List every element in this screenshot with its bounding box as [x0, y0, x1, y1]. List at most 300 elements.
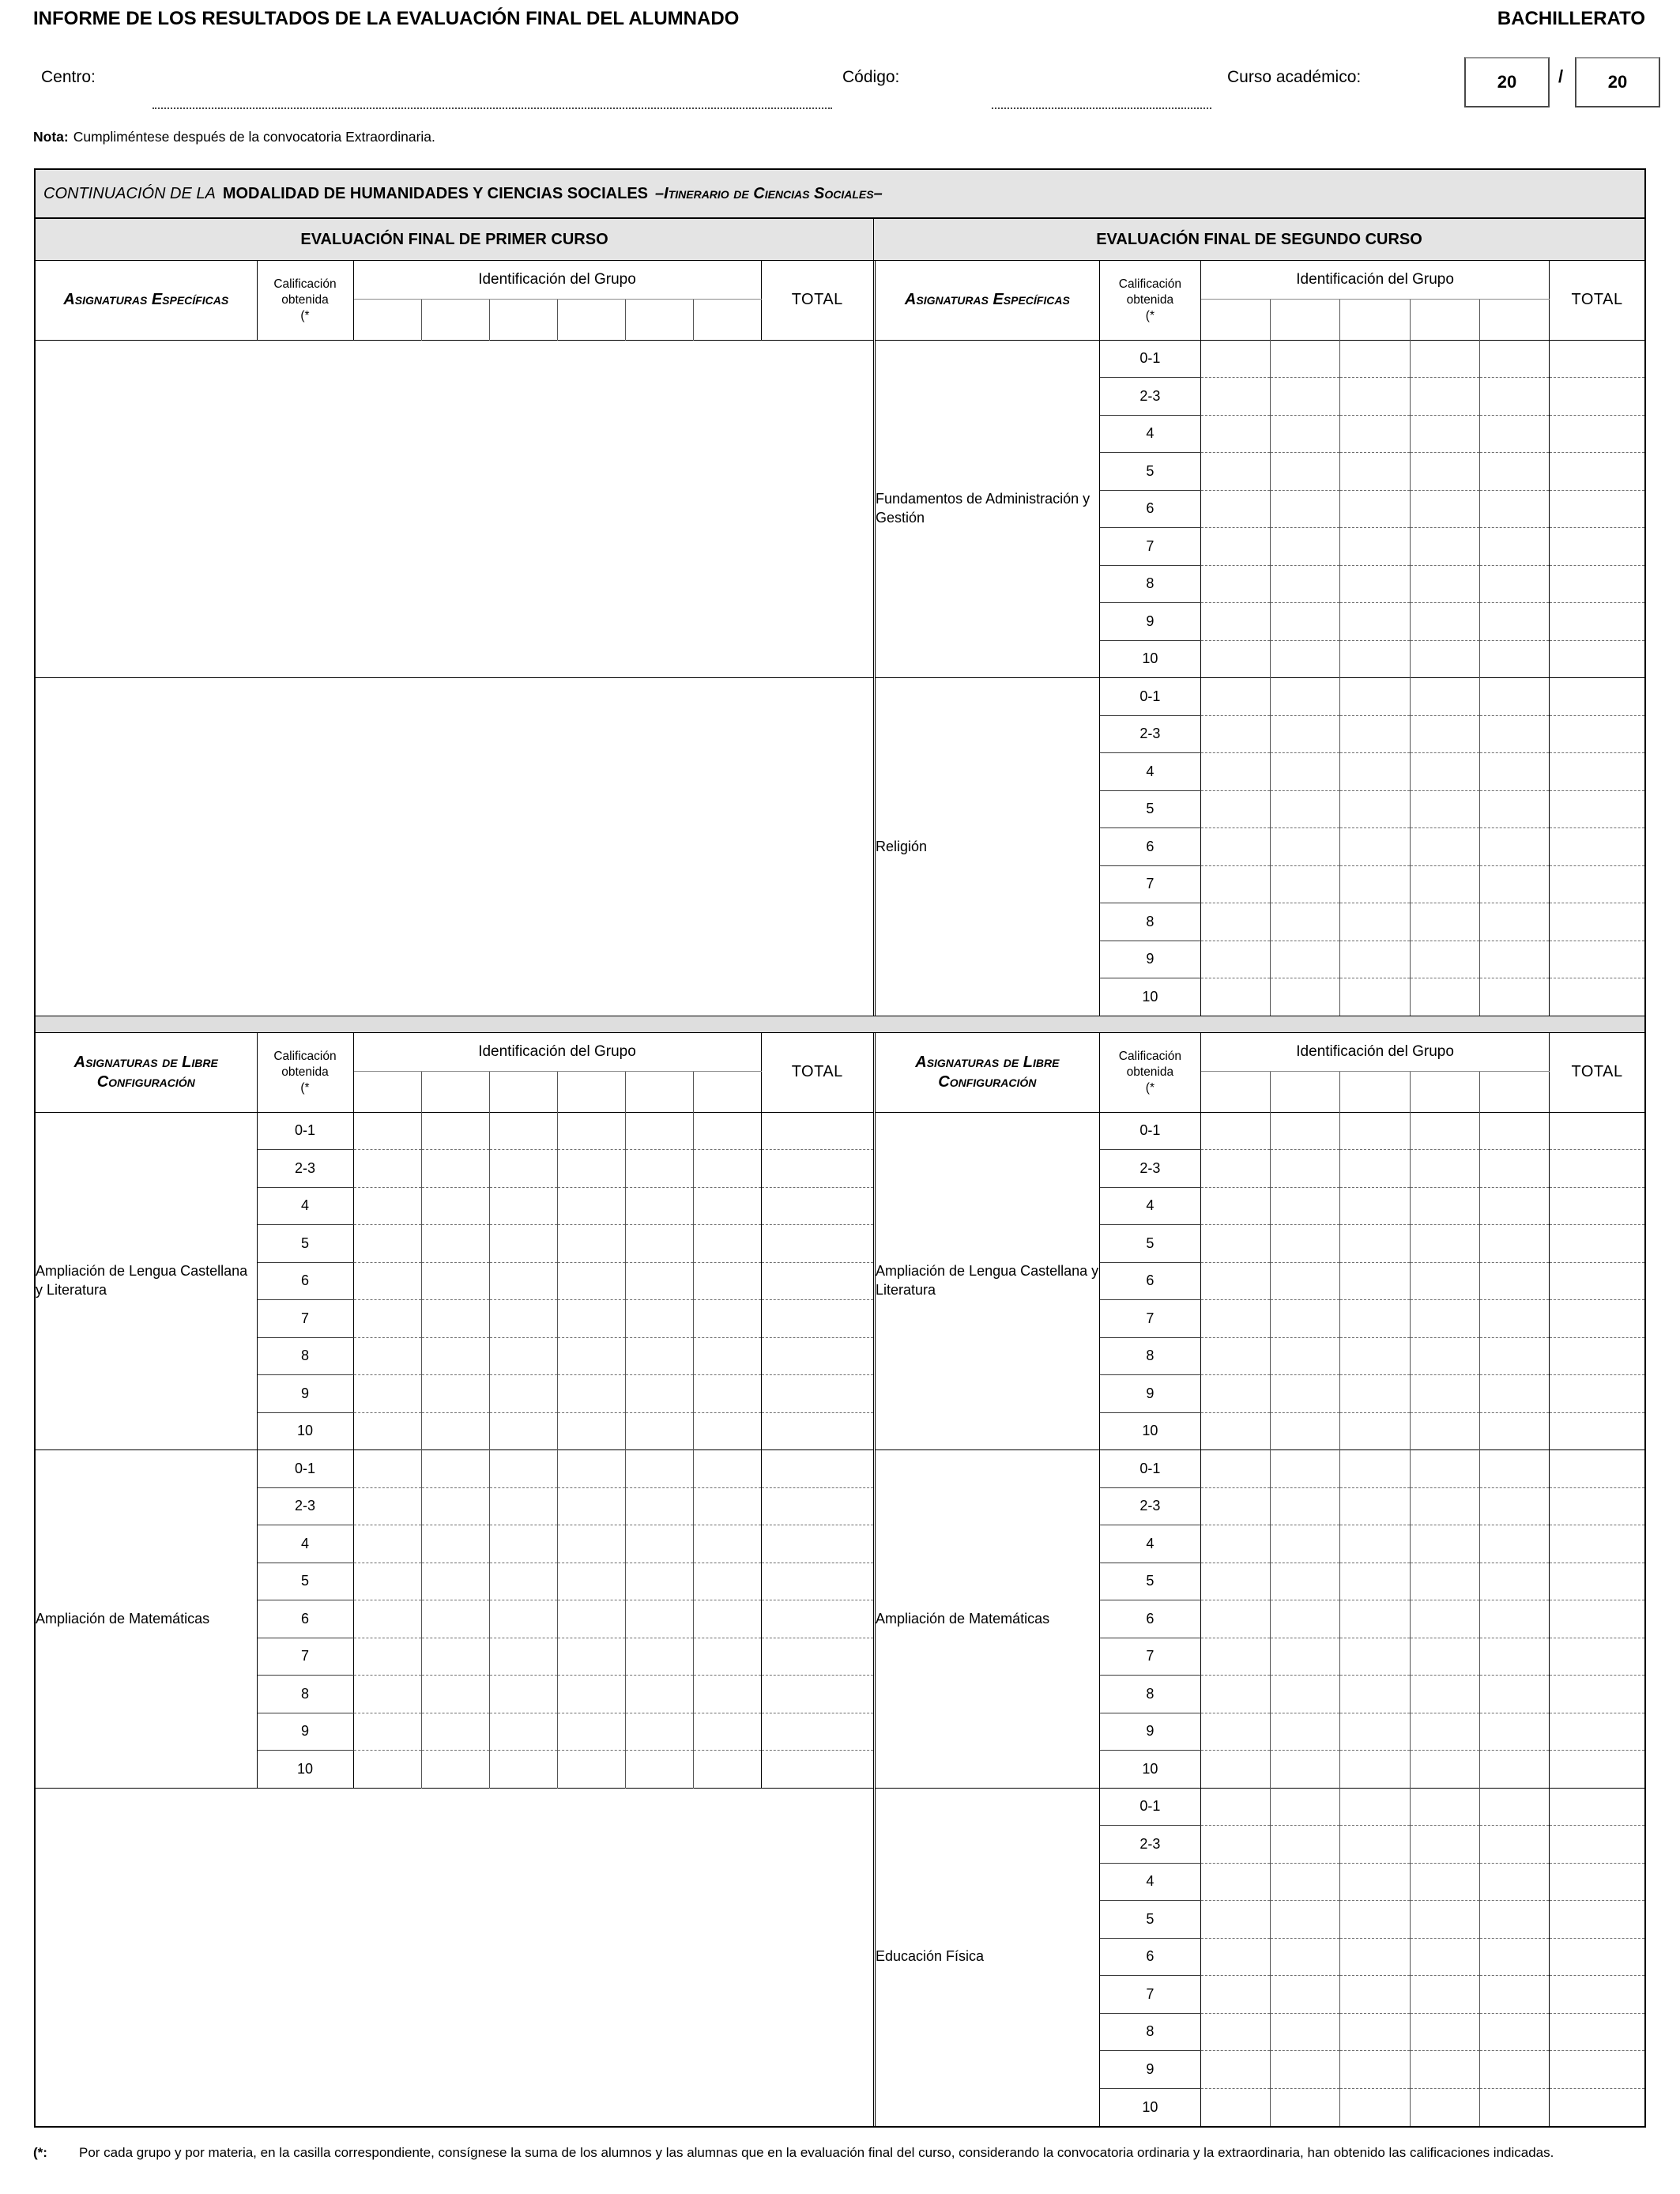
- group-count-cell[interactable]: [489, 1187, 557, 1225]
- total-cell[interactable]: [1550, 490, 1644, 528]
- group-count-cell[interactable]: [1201, 1788, 1271, 1826]
- group-count-cell[interactable]: [1410, 678, 1479, 716]
- group-count-cell[interactable]: [1410, 1337, 1479, 1375]
- group-count-cell[interactable]: [353, 1225, 421, 1263]
- group-count-cell[interactable]: [1340, 715, 1410, 753]
- year-end-box[interactable]: 20: [1575, 57, 1660, 107]
- group-count-cell[interactable]: [1201, 1901, 1271, 1939]
- group-count-cell[interactable]: [489, 1150, 557, 1188]
- group-count-cell[interactable]: [421, 1450, 489, 1488]
- group-count-cell[interactable]: [1201, 1375, 1271, 1413]
- group-count-cell[interactable]: [1479, 378, 1549, 416]
- total-cell[interactable]: [1550, 865, 1644, 903]
- group-count-cell[interactable]: [353, 1187, 421, 1225]
- group-count-cell[interactable]: [489, 1713, 557, 1751]
- group-count-cell[interactable]: [1479, 1751, 1549, 1789]
- group-subcolumn[interactable]: [1271, 1071, 1340, 1112]
- group-count-cell[interactable]: [1271, 1187, 1340, 1225]
- group-count-cell[interactable]: [1340, 1788, 1410, 1826]
- total-cell[interactable]: [1550, 565, 1644, 603]
- total-cell[interactable]: [1550, 1826, 1644, 1864]
- group-count-cell[interactable]: [353, 1300, 421, 1338]
- group-count-cell[interactable]: [1271, 1600, 1340, 1638]
- group-count-cell[interactable]: [1410, 1676, 1479, 1713]
- group-count-cell[interactable]: [1271, 340, 1340, 378]
- group-count-cell[interactable]: [1410, 565, 1479, 603]
- group-count-cell[interactable]: [1340, 1525, 1410, 1563]
- group-count-cell[interactable]: [1479, 565, 1549, 603]
- total-cell[interactable]: [761, 1112, 873, 1150]
- group-count-cell[interactable]: [1201, 1713, 1271, 1751]
- group-count-cell[interactable]: [625, 1262, 693, 1300]
- empty-subject-area[interactable]: [36, 340, 873, 678]
- group-count-cell[interactable]: [1271, 1563, 1340, 1600]
- group-count-cell[interactable]: [693, 1337, 761, 1375]
- group-count-cell[interactable]: [421, 1563, 489, 1600]
- group-count-cell[interactable]: [557, 1300, 625, 1338]
- total-cell[interactable]: [1550, 640, 1644, 678]
- group-count-cell[interactable]: [1201, 453, 1271, 491]
- group-count-cell[interactable]: [421, 1262, 489, 1300]
- group-count-cell[interactable]: [421, 1112, 489, 1150]
- group-subcolumn[interactable]: [1410, 299, 1479, 340]
- group-count-cell[interactable]: [1410, 1638, 1479, 1676]
- group-count-cell[interactable]: [489, 1676, 557, 1713]
- group-count-cell[interactable]: [1271, 678, 1340, 716]
- group-count-cell[interactable]: [693, 1751, 761, 1789]
- group-subcolumn[interactable]: [421, 1071, 489, 1112]
- group-count-cell[interactable]: [1340, 1713, 1410, 1751]
- group-count-cell[interactable]: [1340, 1450, 1410, 1488]
- group-count-cell[interactable]: [1271, 715, 1340, 753]
- group-count-cell[interactable]: [353, 1450, 421, 1488]
- group-count-cell[interactable]: [1271, 640, 1340, 678]
- group-count-cell[interactable]: [421, 1525, 489, 1563]
- group-count-cell[interactable]: [1271, 1976, 1340, 2014]
- group-count-cell[interactable]: [1410, 790, 1479, 828]
- group-count-cell[interactable]: [1201, 2051, 1271, 2089]
- group-count-cell[interactable]: [693, 1262, 761, 1300]
- group-count-cell[interactable]: [1271, 1112, 1340, 1150]
- group-subcolumn[interactable]: [1201, 1071, 1271, 1112]
- group-count-cell[interactable]: [1340, 1187, 1410, 1225]
- group-count-cell[interactable]: [489, 1563, 557, 1600]
- group-count-cell[interactable]: [625, 1713, 693, 1751]
- group-count-cell[interactable]: [1271, 1450, 1340, 1488]
- group-subcolumn[interactable]: [353, 299, 421, 340]
- centro-input-line[interactable]: [153, 89, 832, 109]
- group-count-cell[interactable]: [557, 1187, 625, 1225]
- group-count-cell[interactable]: [1340, 1826, 1410, 1864]
- group-subcolumn[interactable]: [353, 1071, 421, 1112]
- group-subcolumn[interactable]: [693, 299, 761, 340]
- group-count-cell[interactable]: [1340, 790, 1410, 828]
- group-count-cell[interactable]: [1410, 1901, 1479, 1939]
- group-count-cell[interactable]: [1479, 340, 1549, 378]
- total-cell[interactable]: [1550, 1375, 1644, 1413]
- total-cell[interactable]: [1550, 1901, 1644, 1939]
- group-count-cell[interactable]: [1479, 640, 1549, 678]
- group-count-cell[interactable]: [625, 1676, 693, 1713]
- group-count-cell[interactable]: [1201, 1863, 1271, 1901]
- group-count-cell[interactable]: [1201, 1976, 1271, 2014]
- group-count-cell[interactable]: [1201, 1938, 1271, 1976]
- group-subcolumn[interactable]: [1479, 299, 1549, 340]
- group-count-cell[interactable]: [421, 1600, 489, 1638]
- group-count-cell[interactable]: [1479, 1938, 1549, 1976]
- group-count-cell[interactable]: [1340, 1938, 1410, 1976]
- total-cell[interactable]: [761, 1487, 873, 1525]
- group-count-cell[interactable]: [1271, 1525, 1340, 1563]
- group-count-cell[interactable]: [625, 1638, 693, 1676]
- group-count-cell[interactable]: [693, 1450, 761, 1488]
- group-count-cell[interactable]: [1201, 978, 1271, 1016]
- group-count-cell[interactable]: [557, 1487, 625, 1525]
- group-count-cell[interactable]: [421, 1225, 489, 1263]
- group-count-cell[interactable]: [1271, 1638, 1340, 1676]
- group-count-cell[interactable]: [1410, 1563, 1479, 1600]
- group-count-cell[interactable]: [1201, 378, 1271, 416]
- group-count-cell[interactable]: [353, 1525, 421, 1563]
- group-count-cell[interactable]: [1201, 565, 1271, 603]
- total-cell[interactable]: [1550, 340, 1644, 378]
- group-count-cell[interactable]: [489, 1412, 557, 1450]
- group-count-cell[interactable]: [1410, 340, 1479, 378]
- group-count-cell[interactable]: [1410, 1976, 1479, 2014]
- group-count-cell[interactable]: [1410, 1938, 1479, 1976]
- total-cell[interactable]: [1550, 678, 1644, 716]
- group-count-cell[interactable]: [1410, 1826, 1479, 1864]
- total-cell[interactable]: [761, 1262, 873, 1300]
- group-count-cell[interactable]: [693, 1638, 761, 1676]
- group-count-cell[interactable]: [1340, 490, 1410, 528]
- total-cell[interactable]: [1550, 1863, 1644, 1901]
- group-count-cell[interactable]: [1340, 1901, 1410, 1939]
- group-count-cell[interactable]: [421, 1300, 489, 1338]
- total-cell[interactable]: [1550, 1225, 1644, 1263]
- group-count-cell[interactable]: [1410, 2051, 1479, 2089]
- group-subcolumn[interactable]: [557, 299, 625, 340]
- group-count-cell[interactable]: [1201, 903, 1271, 941]
- group-count-cell[interactable]: [1271, 1788, 1340, 1826]
- group-count-cell[interactable]: [693, 1112, 761, 1150]
- group-count-cell[interactable]: [353, 1676, 421, 1713]
- group-count-cell[interactable]: [353, 1487, 421, 1525]
- group-count-cell[interactable]: [1271, 1901, 1340, 1939]
- group-count-cell[interactable]: [1271, 2051, 1340, 2089]
- group-count-cell[interactable]: [421, 1638, 489, 1676]
- total-cell[interactable]: [761, 1337, 873, 1375]
- group-count-cell[interactable]: [1410, 978, 1479, 1016]
- total-cell[interactable]: [1550, 1976, 1644, 2014]
- group-count-cell[interactable]: [1479, 1187, 1549, 1225]
- group-count-cell[interactable]: [1340, 1225, 1410, 1263]
- group-count-cell[interactable]: [1410, 640, 1479, 678]
- group-count-cell[interactable]: [353, 1713, 421, 1751]
- group-count-cell[interactable]: [1479, 1450, 1549, 1488]
- group-count-cell[interactable]: [1340, 678, 1410, 716]
- group-count-cell[interactable]: [1340, 1751, 1410, 1789]
- group-count-cell[interactable]: [1410, 1112, 1479, 1150]
- group-count-cell[interactable]: [353, 1412, 421, 1450]
- group-count-cell[interactable]: [1340, 1600, 1410, 1638]
- group-count-cell[interactable]: [1479, 1563, 1549, 1600]
- group-count-cell[interactable]: [625, 1150, 693, 1188]
- group-count-cell[interactable]: [693, 1600, 761, 1638]
- group-count-cell[interactable]: [1201, 1751, 1271, 1789]
- total-cell[interactable]: [1550, 1450, 1644, 1488]
- total-cell[interactable]: [761, 1563, 873, 1600]
- group-count-cell[interactable]: [1201, 1112, 1271, 1150]
- group-count-cell[interactable]: [1201, 1487, 1271, 1525]
- group-count-cell[interactable]: [489, 1525, 557, 1563]
- group-count-cell[interactable]: [693, 1525, 761, 1563]
- group-count-cell[interactable]: [489, 1638, 557, 1676]
- group-count-cell[interactable]: [1201, 1187, 1271, 1225]
- group-count-cell[interactable]: [1201, 340, 1271, 378]
- group-count-cell[interactable]: [1271, 941, 1340, 978]
- group-count-cell[interactable]: [421, 1412, 489, 1450]
- group-count-cell[interactable]: [557, 1412, 625, 1450]
- group-count-cell[interactable]: [1410, 1863, 1479, 1901]
- group-subcolumn[interactable]: [557, 1071, 625, 1112]
- group-subcolumn[interactable]: [1340, 1071, 1410, 1112]
- group-count-cell[interactable]: [353, 1262, 421, 1300]
- group-count-cell[interactable]: [1201, 865, 1271, 903]
- group-count-cell[interactable]: [1340, 1976, 1410, 2014]
- group-count-cell[interactable]: [1201, 1150, 1271, 1188]
- group-count-cell[interactable]: [625, 1112, 693, 1150]
- group-count-cell[interactable]: [1479, 903, 1549, 941]
- group-count-cell[interactable]: [1340, 978, 1410, 1016]
- group-subcolumn[interactable]: [489, 1071, 557, 1112]
- group-count-cell[interactable]: [1271, 2088, 1340, 2126]
- total-cell[interactable]: [1550, 1638, 1644, 1676]
- group-count-cell[interactable]: [1479, 453, 1549, 491]
- group-count-cell[interactable]: [1271, 865, 1340, 903]
- group-count-cell[interactable]: [1271, 1300, 1340, 1338]
- group-count-cell[interactable]: [1479, 1826, 1549, 1864]
- group-count-cell[interactable]: [1479, 2051, 1549, 2089]
- group-count-cell[interactable]: [489, 1375, 557, 1413]
- group-count-cell[interactable]: [1340, 2013, 1410, 2051]
- total-cell[interactable]: [1550, 603, 1644, 641]
- group-count-cell[interactable]: [1271, 1713, 1340, 1751]
- group-count-cell[interactable]: [353, 1600, 421, 1638]
- group-count-cell[interactable]: [1410, 1225, 1479, 1263]
- group-count-cell[interactable]: [1201, 1225, 1271, 1263]
- total-cell[interactable]: [1550, 978, 1644, 1016]
- group-count-cell[interactable]: [1201, 1563, 1271, 1600]
- total-cell[interactable]: [1550, 2088, 1644, 2126]
- group-count-cell[interactable]: [1340, 1300, 1410, 1338]
- group-count-cell[interactable]: [1479, 1600, 1549, 1638]
- group-subcolumn[interactable]: [489, 299, 557, 340]
- group-count-cell[interactable]: [1340, 1262, 1410, 1300]
- group-count-cell[interactable]: [1410, 753, 1479, 791]
- group-count-cell[interactable]: [1201, 715, 1271, 753]
- group-count-cell[interactable]: [1410, 2013, 1479, 2051]
- group-count-cell[interactable]: [1479, 1525, 1549, 1563]
- group-count-cell[interactable]: [1479, 1676, 1549, 1713]
- group-count-cell[interactable]: [557, 1638, 625, 1676]
- group-count-cell[interactable]: [1271, 528, 1340, 566]
- group-count-cell[interactable]: [1410, 1487, 1479, 1525]
- total-cell[interactable]: [1550, 1525, 1644, 1563]
- group-count-cell[interactable]: [1479, 2088, 1549, 2126]
- year-start-box[interactable]: 20: [1464, 57, 1550, 107]
- group-count-cell[interactable]: [1271, 453, 1340, 491]
- total-cell[interactable]: [1550, 415, 1644, 453]
- total-cell[interactable]: [761, 1300, 873, 1338]
- total-cell[interactable]: [1550, 1112, 1644, 1150]
- group-subcolumn[interactable]: [693, 1071, 761, 1112]
- group-count-cell[interactable]: [1479, 1713, 1549, 1751]
- total-cell[interactable]: [1550, 753, 1644, 791]
- group-count-cell[interactable]: [557, 1262, 625, 1300]
- group-count-cell[interactable]: [1410, 415, 1479, 453]
- group-count-cell[interactable]: [1479, 1487, 1549, 1525]
- group-subcolumn[interactable]: [625, 299, 693, 340]
- group-count-cell[interactable]: [1201, 1525, 1271, 1563]
- group-count-cell[interactable]: [625, 1600, 693, 1638]
- group-count-cell[interactable]: [421, 1150, 489, 1188]
- group-count-cell[interactable]: [1201, 1676, 1271, 1713]
- group-count-cell[interactable]: [1479, 1638, 1549, 1676]
- group-count-cell[interactable]: [1201, 1600, 1271, 1638]
- group-count-cell[interactable]: [625, 1751, 693, 1789]
- total-cell[interactable]: [1550, 378, 1644, 416]
- group-count-cell[interactable]: [557, 1337, 625, 1375]
- total-cell[interactable]: [761, 1187, 873, 1225]
- group-count-cell[interactable]: [557, 1375, 625, 1413]
- group-count-cell[interactable]: [489, 1600, 557, 1638]
- total-cell[interactable]: [761, 1375, 873, 1413]
- group-count-cell[interactable]: [1479, 753, 1549, 791]
- group-count-cell[interactable]: [1479, 1300, 1549, 1338]
- group-count-cell[interactable]: [693, 1487, 761, 1525]
- group-count-cell[interactable]: [1479, 1375, 1549, 1413]
- group-count-cell[interactable]: [1201, 1262, 1271, 1300]
- group-count-cell[interactable]: [1340, 528, 1410, 566]
- group-count-cell[interactable]: [1340, 603, 1410, 641]
- group-count-cell[interactable]: [1410, 715, 1479, 753]
- group-subcolumn[interactable]: [1340, 299, 1410, 340]
- group-count-cell[interactable]: [353, 1337, 421, 1375]
- group-count-cell[interactable]: [1479, 1225, 1549, 1263]
- group-count-cell[interactable]: [1201, 790, 1271, 828]
- group-count-cell[interactable]: [557, 1713, 625, 1751]
- group-subcolumn[interactable]: [1410, 1071, 1479, 1112]
- total-cell[interactable]: [1550, 1187, 1644, 1225]
- total-cell[interactable]: [1550, 1788, 1644, 1826]
- group-count-cell[interactable]: [421, 1375, 489, 1413]
- group-count-cell[interactable]: [1201, 490, 1271, 528]
- total-cell[interactable]: [1550, 528, 1644, 566]
- group-count-cell[interactable]: [1340, 903, 1410, 941]
- group-count-cell[interactable]: [625, 1412, 693, 1450]
- group-count-cell[interactable]: [421, 1487, 489, 1525]
- group-count-cell[interactable]: [1271, 1751, 1340, 1789]
- group-count-cell[interactable]: [353, 1563, 421, 1600]
- codigo-input-line[interactable]: [992, 89, 1211, 109]
- group-count-cell[interactable]: [1340, 753, 1410, 791]
- group-count-cell[interactable]: [1271, 1863, 1340, 1901]
- group-count-cell[interactable]: [625, 1187, 693, 1225]
- group-count-cell[interactable]: [1410, 528, 1479, 566]
- group-count-cell[interactable]: [1271, 603, 1340, 641]
- group-count-cell[interactable]: [1201, 941, 1271, 978]
- group-count-cell[interactable]: [1410, 1751, 1479, 1789]
- group-count-cell[interactable]: [1479, 1337, 1549, 1375]
- group-count-cell[interactable]: [489, 1300, 557, 1338]
- group-count-cell[interactable]: [1340, 1487, 1410, 1525]
- empty-subject-area[interactable]: [36, 678, 873, 1016]
- group-count-cell[interactable]: [353, 1751, 421, 1789]
- group-count-cell[interactable]: [1340, 2051, 1410, 2089]
- group-count-cell[interactable]: [1271, 1262, 1340, 1300]
- total-cell[interactable]: [761, 1751, 873, 1789]
- group-count-cell[interactable]: [1201, 1638, 1271, 1676]
- group-count-cell[interactable]: [1201, 640, 1271, 678]
- group-count-cell[interactable]: [1201, 753, 1271, 791]
- total-cell[interactable]: [761, 1638, 873, 1676]
- group-subcolumn[interactable]: [1479, 1071, 1549, 1112]
- group-count-cell[interactable]: [1201, 1412, 1271, 1450]
- group-count-cell[interactable]: [1410, 453, 1479, 491]
- group-count-cell[interactable]: [489, 1337, 557, 1375]
- group-count-cell[interactable]: [1271, 903, 1340, 941]
- group-count-cell[interactable]: [1271, 1487, 1340, 1525]
- group-count-cell[interactable]: [1479, 1976, 1549, 2014]
- group-count-cell[interactable]: [1201, 1300, 1271, 1338]
- group-count-cell[interactable]: [489, 1450, 557, 1488]
- group-count-cell[interactable]: [557, 1225, 625, 1263]
- group-count-cell[interactable]: [353, 1638, 421, 1676]
- group-count-cell[interactable]: [489, 1262, 557, 1300]
- group-count-cell[interactable]: [1271, 828, 1340, 866]
- group-count-cell[interactable]: [625, 1375, 693, 1413]
- group-count-cell[interactable]: [1479, 603, 1549, 641]
- total-cell[interactable]: [1550, 828, 1644, 866]
- group-subcolumn[interactable]: [1201, 299, 1271, 340]
- total-cell[interactable]: [1550, 1412, 1644, 1450]
- total-cell[interactable]: [1550, 1150, 1644, 1188]
- group-count-cell[interactable]: [1271, 1938, 1340, 1976]
- group-count-cell[interactable]: [1340, 865, 1410, 903]
- group-count-cell[interactable]: [1410, 941, 1479, 978]
- group-count-cell[interactable]: [1340, 2088, 1410, 2126]
- group-count-cell[interactable]: [557, 1563, 625, 1600]
- group-count-cell[interactable]: [1201, 2013, 1271, 2051]
- group-count-cell[interactable]: [1479, 828, 1549, 866]
- group-count-cell[interactable]: [625, 1300, 693, 1338]
- group-count-cell[interactable]: [489, 1225, 557, 1263]
- total-cell[interactable]: [1550, 1713, 1644, 1751]
- group-count-cell[interactable]: [1479, 415, 1549, 453]
- group-count-cell[interactable]: [489, 1751, 557, 1789]
- group-count-cell[interactable]: [421, 1676, 489, 1713]
- group-count-cell[interactable]: [557, 1525, 625, 1563]
- group-count-cell[interactable]: [1410, 378, 1479, 416]
- group-count-cell[interactable]: [1479, 1262, 1549, 1300]
- group-count-cell[interactable]: [1410, 1375, 1479, 1413]
- group-count-cell[interactable]: [421, 1751, 489, 1789]
- group-count-cell[interactable]: [1271, 1337, 1340, 1375]
- group-count-cell[interactable]: [1271, 790, 1340, 828]
- group-count-cell[interactable]: [1340, 1337, 1410, 1375]
- group-count-cell[interactable]: [1340, 378, 1410, 416]
